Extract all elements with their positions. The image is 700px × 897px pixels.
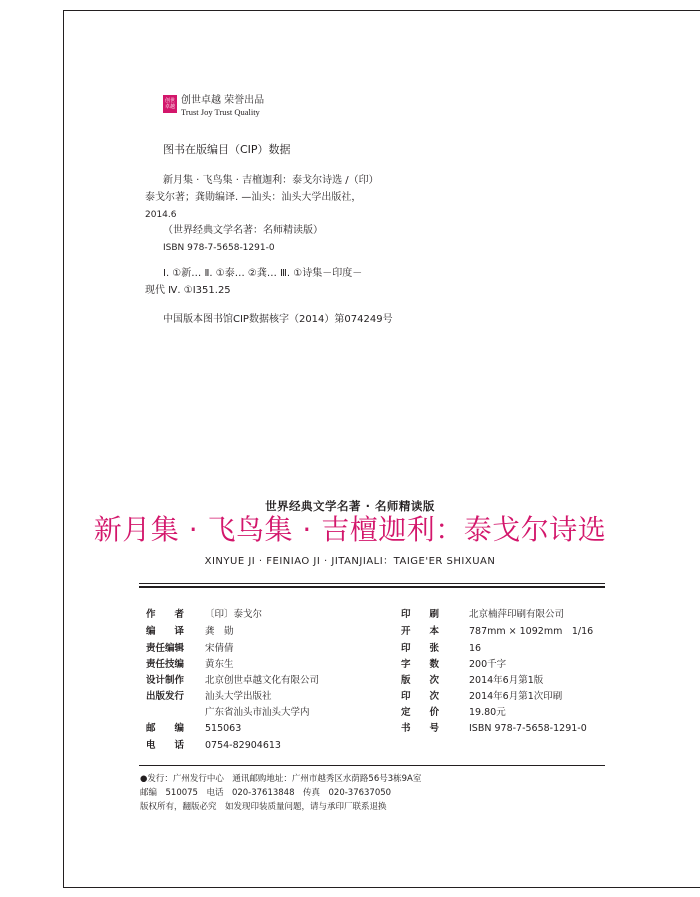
series-title: 世界经典文学名著 · 名师精读版 — [265, 499, 435, 513]
cip-line: 泰戈尔著；龚勋编译. —汕头：汕头大学出版社， — [145, 192, 362, 203]
pub-value: ISBN 978-7-5658-1291-0 — [469, 723, 587, 734]
pub-label: 开 本 — [401, 626, 440, 637]
footer-contact: 邮编 510075 电话 020-37613848 传真 020-37637050 — [140, 788, 392, 798]
cip-line: 中国版本图书馆CIP数据核字（2014）第074249号 — [163, 314, 393, 325]
pub-value: 〔印〕泰戈尔 — [205, 609, 263, 620]
book-title: 新月集 · 飞鸟集 · 吉檀迦利：泰戈尔诗选 — [93, 513, 607, 546]
brand-tagline-cn: 创世卓越 荣誉出品 — [181, 95, 265, 106]
pub-value: 汕头大学出版社 — [205, 691, 272, 702]
pub-value: 19.80元 — [469, 707, 506, 718]
pub-label: 设计制作 — [146, 675, 185, 686]
page-frame-left — [63, 10, 64, 887]
page-frame-top — [63, 10, 700, 11]
pub-label: 印 次 — [401, 691, 440, 702]
cip-heading: 图书在版编目（CIP）数据 — [163, 143, 291, 156]
pub-value: 广东省汕头市汕头大学内 — [205, 707, 310, 718]
footer-distribution: ●发行：广州发行中心 通讯邮购地址：广州市越秀区水荫路56号3栋9A室 — [140, 774, 422, 784]
pub-label: 出版发行 — [146, 691, 185, 702]
pub-label: 书 号 — [401, 723, 440, 734]
pub-value: 515063 — [205, 723, 242, 734]
pub-value: 2014年6月第1次印刷 — [469, 691, 563, 702]
pub-value: 龚 勋 — [205, 626, 234, 637]
pub-label: 定 价 — [401, 707, 440, 718]
pub-label: 版 次 — [401, 675, 440, 686]
cip-line: 2014.6 — [145, 210, 177, 220]
pub-value: 黄东生 — [205, 659, 234, 670]
pub-label: 邮 编 — [146, 723, 185, 734]
page-frame-bottom — [63, 887, 700, 888]
footer-copyright: 版权所有，翻版必究 如发现印装质量问题，请与承印厂联系退换 — [140, 802, 387, 812]
cip-line: 新月集 · 飞鸟集 · 吉檀迦利：泰戈尔诗选 /（印） — [163, 175, 379, 186]
pub-value: 16 — [469, 643, 482, 654]
pub-value: 北京楠萍印刷有限公司 — [469, 609, 565, 620]
pub-label: 作 者 — [146, 609, 185, 620]
cip-line: （世界经典文学名著：名师精读版） — [163, 225, 323, 236]
cip-line: ISBN 978-7-5658-1291-0 — [163, 243, 275, 253]
pub-label: 责任技编 — [146, 659, 185, 670]
book-title-pinyin: XINYUE JI · FEINIAO JI · JITANJIALI：TAIGE'ER SHIXUAN — [204, 556, 496, 567]
brand-tagline-en: Trust Joy Trust Quality — [181, 107, 260, 117]
pub-value: 200千字 — [469, 659, 507, 670]
cip-line: Ⅰ. ①新… Ⅱ. ①泰… ②龚… Ⅲ. ①诗集－印度－ — [163, 268, 363, 279]
pub-label: 责任编辑 — [146, 643, 185, 654]
pub-label: 印 张 — [401, 643, 440, 654]
pub-label: 印 刷 — [401, 609, 440, 620]
pub-value: 787mm × 1092mm 1/16 — [469, 626, 594, 637]
pub-value: 宋倩倩 — [205, 643, 234, 654]
pub-value: 2014年6月第1版 — [469, 675, 544, 686]
pub-label: 编 译 — [146, 626, 185, 637]
pub-value: 0754-82904613 — [205, 740, 281, 751]
divider — [139, 586, 605, 588]
cip-line: 现代 Ⅳ. ①I351.25 — [145, 285, 231, 296]
publisher-logo-icon: 创世卓越 — [163, 95, 177, 113]
pub-label: 电 话 — [146, 740, 185, 751]
pub-label: 字 数 — [401, 659, 440, 670]
divider — [139, 765, 605, 766]
pub-value: 北京创世卓越文化有限公司 — [205, 675, 320, 686]
divider — [139, 583, 605, 584]
